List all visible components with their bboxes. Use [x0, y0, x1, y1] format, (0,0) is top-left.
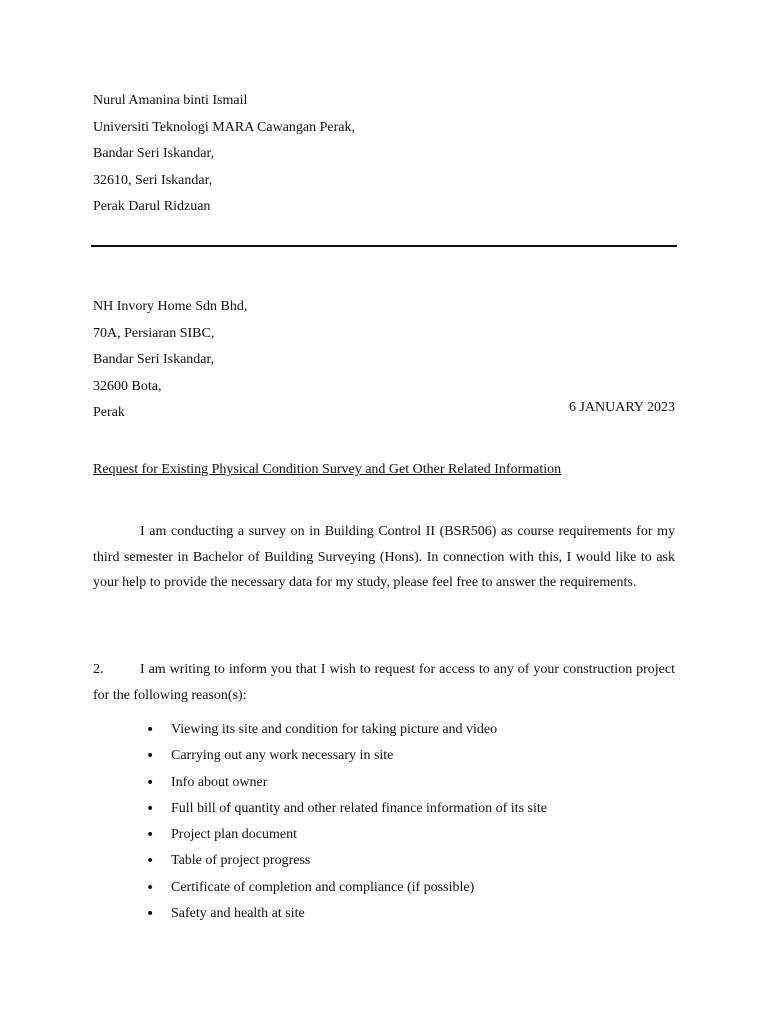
letterhead-divider [91, 245, 677, 247]
recipient-name: NH Invory Home Sdn Bhd, [93, 299, 248, 314]
reasons-list [145, 717, 547, 927]
sender-address-line: 32610, Seri Iskandar, [93, 172, 213, 188]
recipient-address-line: Perak [93, 405, 125, 420]
sender-name: Nurul Amanina binti Ismail [93, 93, 248, 108]
list-item: • Table of project progress [145, 848, 547, 874]
paragraph-text: I am writing to inform you that I wish to request for access to any of your construction project for the following reason(s): [93, 662, 675, 703]
letter-subject: Request for Existing Physical Condition Survey and Get Other Related Information [93, 462, 562, 477]
paragraph-number: 2. [93, 662, 104, 677]
list-item: • Project plan document [145, 822, 547, 848]
list-item: • Viewing its site and condition for taking picture and video [145, 717, 547, 743]
recipient-address-line: 32600 Bota, [93, 378, 162, 394]
list-item: • Safety and health at site [145, 901, 547, 927]
sender-address-line: Universiti Teknologi MARA Cawangan Perak, [93, 119, 356, 135]
recipient-address-line: Bandar Seri Iskandar, [93, 352, 215, 367]
list-item: • Full bill of quantity and other related finance information of its site [145, 796, 547, 822]
body-paragraph-2 [93, 657, 675, 708]
sender-address-line: Perak Darul Ridzuan [93, 199, 211, 214]
body-paragraph-1: I am conducting a survey on in Building Control II (BSR506) as course requirements for my third semester in Bachelor of Building Surveying (Hons). In connection with this, I would like to ask your help to provide the necessary data for my study, please feel free to answer the requirements. [93, 524, 675, 590]
sender-address-block [93, 88, 355, 221]
recipient-address-block [93, 294, 247, 427]
list-item: • Certificate of completion and compliance (if possible) [145, 875, 547, 901]
recipient-address-line: 70A, Persiaran SIBC, [93, 325, 215, 341]
sender-address-line: Bandar Seri Iskandar, [93, 146, 215, 161]
letter-date: 6 JANUARY 2023 [568, 400, 675, 415]
list-item: • Info about owner [145, 770, 547, 796]
list-item: • Carrying out any work necessary in site [145, 743, 547, 769]
